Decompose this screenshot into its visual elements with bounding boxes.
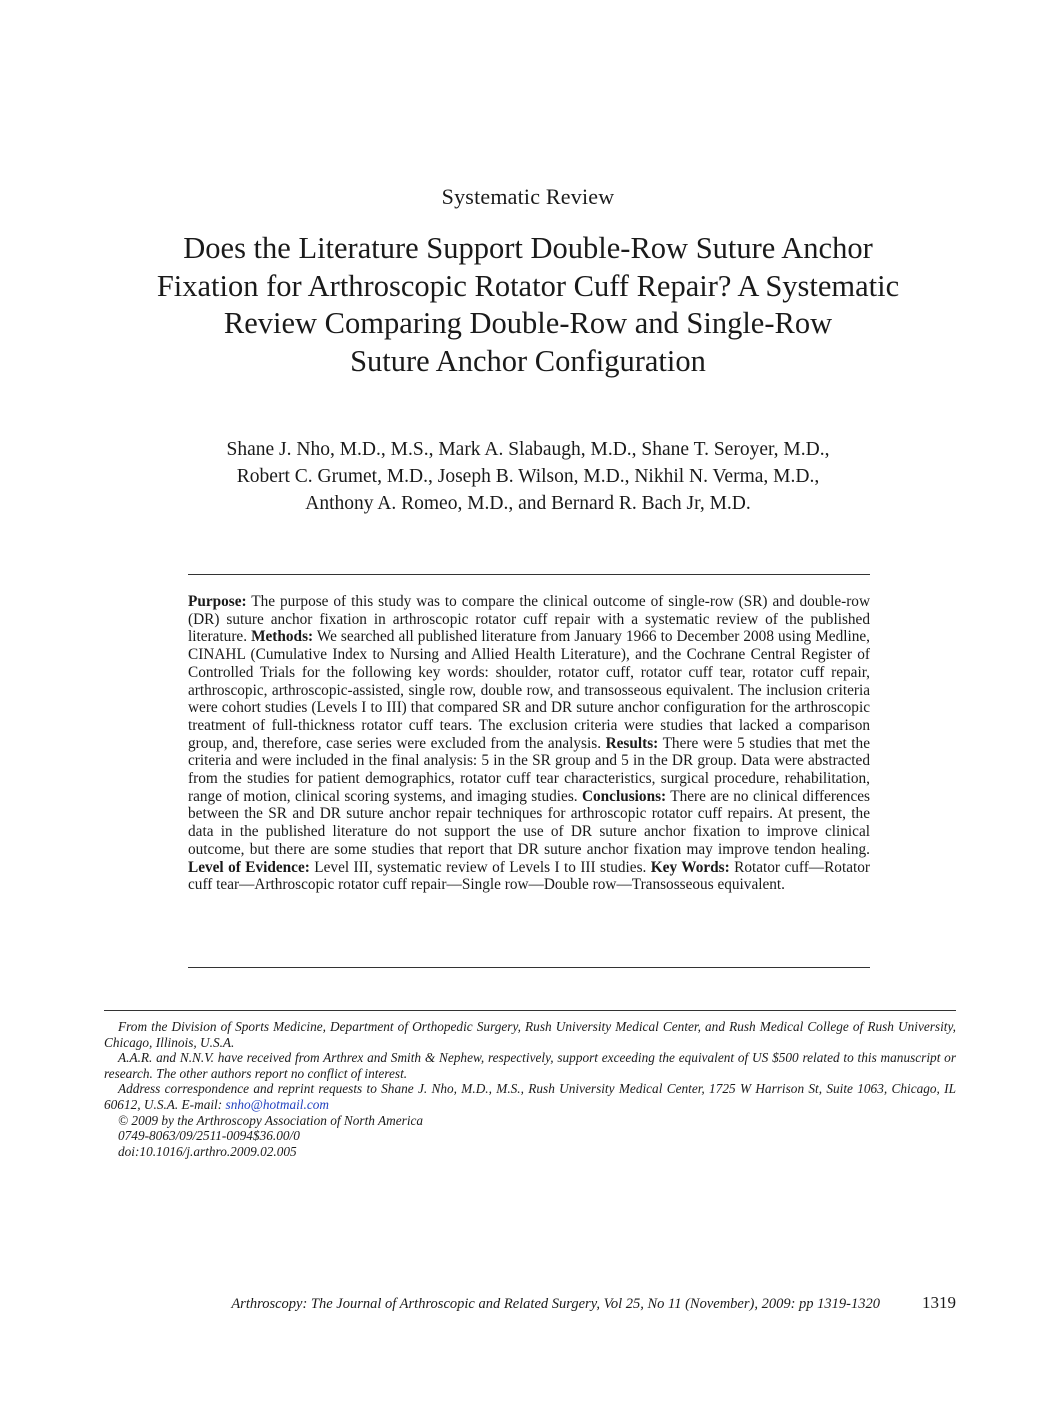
- title-line: Does the Literature Support Double-Row Suture Anchor: [183, 231, 873, 265]
- article-title: [100, 230, 956, 380]
- author-line: Robert C. Grumet, M.D., Joseph B. Wilson, M.D., Nikhil N. Verma, M.D.,: [236, 466, 820, 487]
- footnotes: [104, 1019, 956, 1159]
- conclusions-text: There are no clinical differences between the SR and DR suture anchor repair techniques for arthroscopic rotator cuff repairs. At present, the data in the published literature do not support the use of DR suture anchor fixation to improve clinical outcome, but there are some studies that report that DR suture anchor fixation may improve tendon healing.: [188, 787, 870, 858]
- author-line: Anthony A. Romeo, M.D., and Bernard R. Bach Jr, M.D.: [305, 493, 751, 514]
- keywords-text: Rotator cuff—Rotator cuff tear—Arthroscopic rotator cuff repair—Single row—Double row—Transosseous equivalent.: [188, 858, 870, 894]
- section-label: Systematic Review: [441, 184, 615, 209]
- methods-text: We searched all published literature from January 1966 to December 2008 using Medline, CINAHL (Cumulative Index to Nursing and Allied Health Literature), and the Cochrane Central Register of Controlled Trials for the following key words: shoulder, rotator cuff, rotator cuff tear, rotator cuff repair, arthroscopic, arthroscopic-assisted, single row, double row, and transosseous equivalent. The inclusion criteria were cohort studies (Levels I to III) that compared SR and DR suture anchor configuration for the arthroscopic treatment of full-thickness rotator cuff tears. The exclusion criteria were studies that lacked a comparison group, and, therefore, case series were excluded from the analysis.: [188, 628, 871, 752]
- page-number: 1319: [922, 1293, 956, 1312]
- keywords-label: Key Words:: [650, 858, 730, 876]
- affiliation-note: From the Division of Sports Medicine, Department of Orthopedic Surgery, Rush University Medical Center, and Rush Medical College of Rush University, Chicago, Illinois, U.S.A.: [104, 1019, 956, 1050]
- issn-note: 0749-8063/09/2511-0094$36.00/0: [118, 1128, 300, 1144]
- level-of-evidence-label: Level of Evidence:: [188, 858, 310, 876]
- results-label: Results:: [605, 734, 659, 752]
- abstract: [188, 593, 870, 894]
- results-text: There were 5 studies that met the criteria and were included in the final analysis: 5 in the SR group and 5 in the DR group. Data were abstracted from the studies for patient demographics, rotator cuff tear characteristics, surgical procedure, rehabilitation, range of motion, clinical scoring systems, and imaging studies.: [188, 734, 870, 805]
- correspondence-text: Address correspondence and reprint requests to Shane J. Nho, M.D., M.S., Rush University Medical Center, 1725 W Harrison St, Suite 1063, Chicago, IL 60612, U.S.A. E-mail:: [104, 1081, 956, 1112]
- copyright-note: © 2009 by the Arthroscopy Association of North America: [118, 1112, 424, 1128]
- conclusions-label: Conclusions:: [581, 787, 667, 805]
- title-line: Fixation for Arthroscopic Rotator Cuff Repair? A Systematic: [156, 268, 900, 303]
- abstract-bottom-rule: [188, 967, 870, 968]
- methods-label: Methods:: [251, 628, 314, 646]
- doi-note: doi:10.1016/j.arthro.2009.02.005: [118, 1143, 297, 1159]
- purpose-label: Purpose:: [188, 593, 247, 610]
- level-of-evidence-text: Level III, systematic review of Levels I to III studies.: [309, 858, 651, 876]
- correspondence-note: [104, 1081, 956, 1112]
- purpose-text: The purpose of this study was to compare the clinical outcome of single-row (SR) and double-row (DR) suture anchor fixation in arthroscopic rotator cuff repair with a systematic review of the published literature.: [188, 593, 870, 646]
- author-line: Shane J. Nho, M.D., M.S., Mark A. Slabaugh, M.D., Shane T. Seroyer, M.D.,: [226, 439, 830, 460]
- email-link[interactable]: snho@hotmail.com: [225, 1096, 329, 1112]
- author-list: [100, 436, 956, 517]
- journal-citation: Arthroscopy: The Journal of Arthroscopic and Related Surgery, Vol 25, No 11 (November), 2009: pp 1319-1320: [231, 1296, 880, 1312]
- footnote-rule: [104, 1010, 956, 1011]
- abstract-top-rule: [188, 574, 870, 575]
- disclosure-note: A.A.R. and N.N.V. have received from Arthrex and Smith & Nephew, respectively, support exceeding the equivalent of US $500 related to this manuscript or research. The other authors report no conflict of interest.: [104, 1050, 956, 1081]
- title-line: Review Comparing Double-Row and Single-Row: [223, 306, 833, 340]
- title-line: Suture Anchor Configuration: [350, 343, 706, 378]
